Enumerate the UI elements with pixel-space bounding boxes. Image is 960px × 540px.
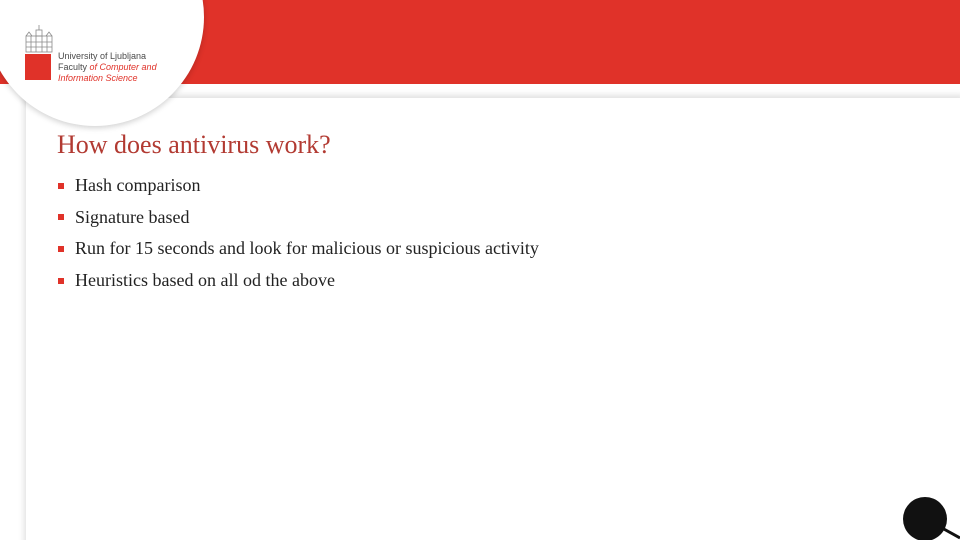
logo-faculty-name-part1: of Computer and <box>89 62 157 72</box>
square-bullet-icon <box>58 278 64 284</box>
logo-university-name: University of Ljubljana <box>58 51 147 61</box>
bullet-list <box>58 170 539 296</box>
bullet-text: Hash comparison <box>75 175 201 196</box>
content-panel <box>26 98 960 540</box>
university-building-icon <box>24 24 54 54</box>
logo-faculty-word: Faculty <box>58 62 88 72</box>
logo-text <box>58 51 157 84</box>
logo-faculty-line <box>58 62 157 73</box>
bullet-text: Signature based <box>75 206 190 227</box>
logo-red-square <box>25 54 51 80</box>
square-bullet-icon <box>58 214 64 220</box>
university-logo <box>24 24 184 84</box>
list-item <box>58 233 539 265</box>
slide-title: How does antivirus work? <box>57 130 331 159</box>
bullet-text: Run for 15 seconds and look for malicious or suspicious activity <box>75 238 539 259</box>
list-item <box>58 170 539 202</box>
square-bullet-icon <box>58 183 64 189</box>
bullet-text: Heuristics based on all od the above <box>75 270 335 291</box>
list-item <box>58 265 539 297</box>
list-item <box>58 202 539 234</box>
logo-faculty-name-part2: Information Science <box>58 73 138 83</box>
square-bullet-icon <box>58 246 64 252</box>
magnifier-icon <box>898 492 960 540</box>
